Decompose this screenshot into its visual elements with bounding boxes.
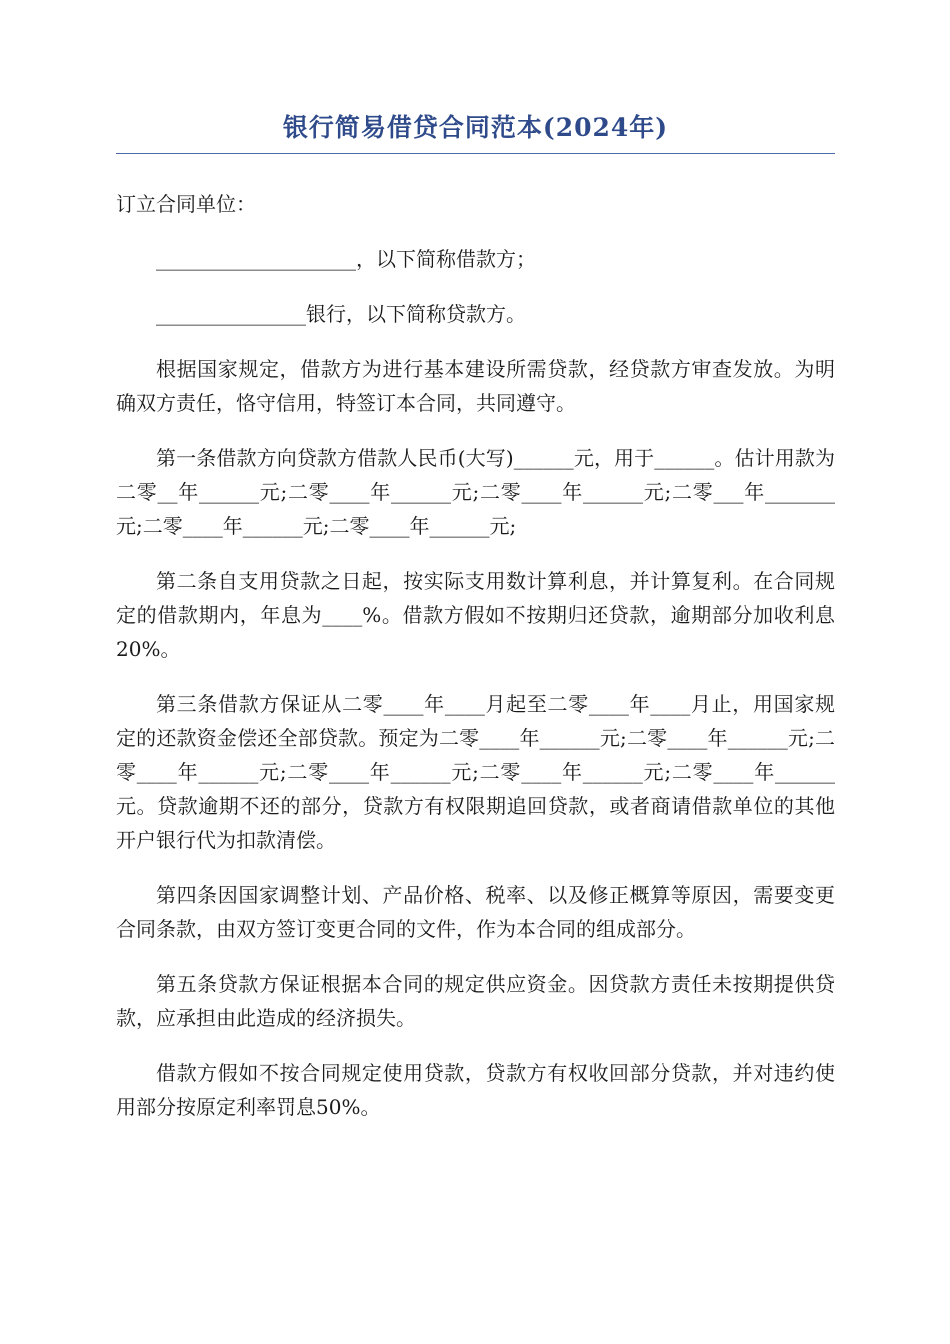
contract-parties-heading: 订立合同单位： (116, 192, 256, 216)
article-1: 第一条借款方向贷款方借款人民币(大写)______元，用于______。估计用款为二零__年______元;二零____年______元;二零____年______元;二零___年_______元;二零____年______元;二零____年______元; (116, 446, 835, 538)
document-body (116, 187, 835, 1124)
article-4: 第四条因国家调整计划、产品价格、税率、以及修正概算等原因，需要变更合同条款，由双方签订变更合同的文件，作为本合同的组成部分。 (116, 883, 835, 941)
preamble-paragraph: 根据国家规定，借款方为进行基本建设所需贷款，经贷款方审查发放。为明确双方责任，恪守信用，特签订本合同，共同遵守。 (116, 357, 835, 415)
document-page (116, 112, 835, 1124)
misuse-penalty-paragraph: 借款方假如不按合同规定使用贷款，贷款方有权收回部分贷款，并对违约使用部分按原定利率罚息50%。 (116, 1061, 835, 1119)
document-title: 银行简易借贷合同范本(2024年) (116, 112, 835, 154)
lender-line: _______________银行，以下简称贷款方。 (156, 302, 526, 326)
borrower-line: ____________________，以下简称借款方； (156, 247, 536, 271)
article-2: 第二条自支用贷款之日起，按实际支用数计算利息，并计算复利。在合同规定的借款期内，年息为____%。借款方假如不按期归还贷款，逾期部分加收利息20%。 (116, 569, 835, 661)
article-3: 第三条借款方保证从二零____年____月起至二零____年____月止，用国家规定的还款资金偿还全部贷款。预定为二零____年______元;二零____年______元;二零____年______元;二零____年______元;二零____年______元;二零____年______元。贷款逾期不还的部分，贷款方有权限期追回贷款，或者商请借款单位的其他开户银行代为扣款清偿。 (116, 692, 835, 852)
article-5: 第五条贷款方保证根据本合同的规定供应资金。因贷款方责任未按期提供贷款，应承担由此造成的经济损失。 (116, 972, 835, 1030)
